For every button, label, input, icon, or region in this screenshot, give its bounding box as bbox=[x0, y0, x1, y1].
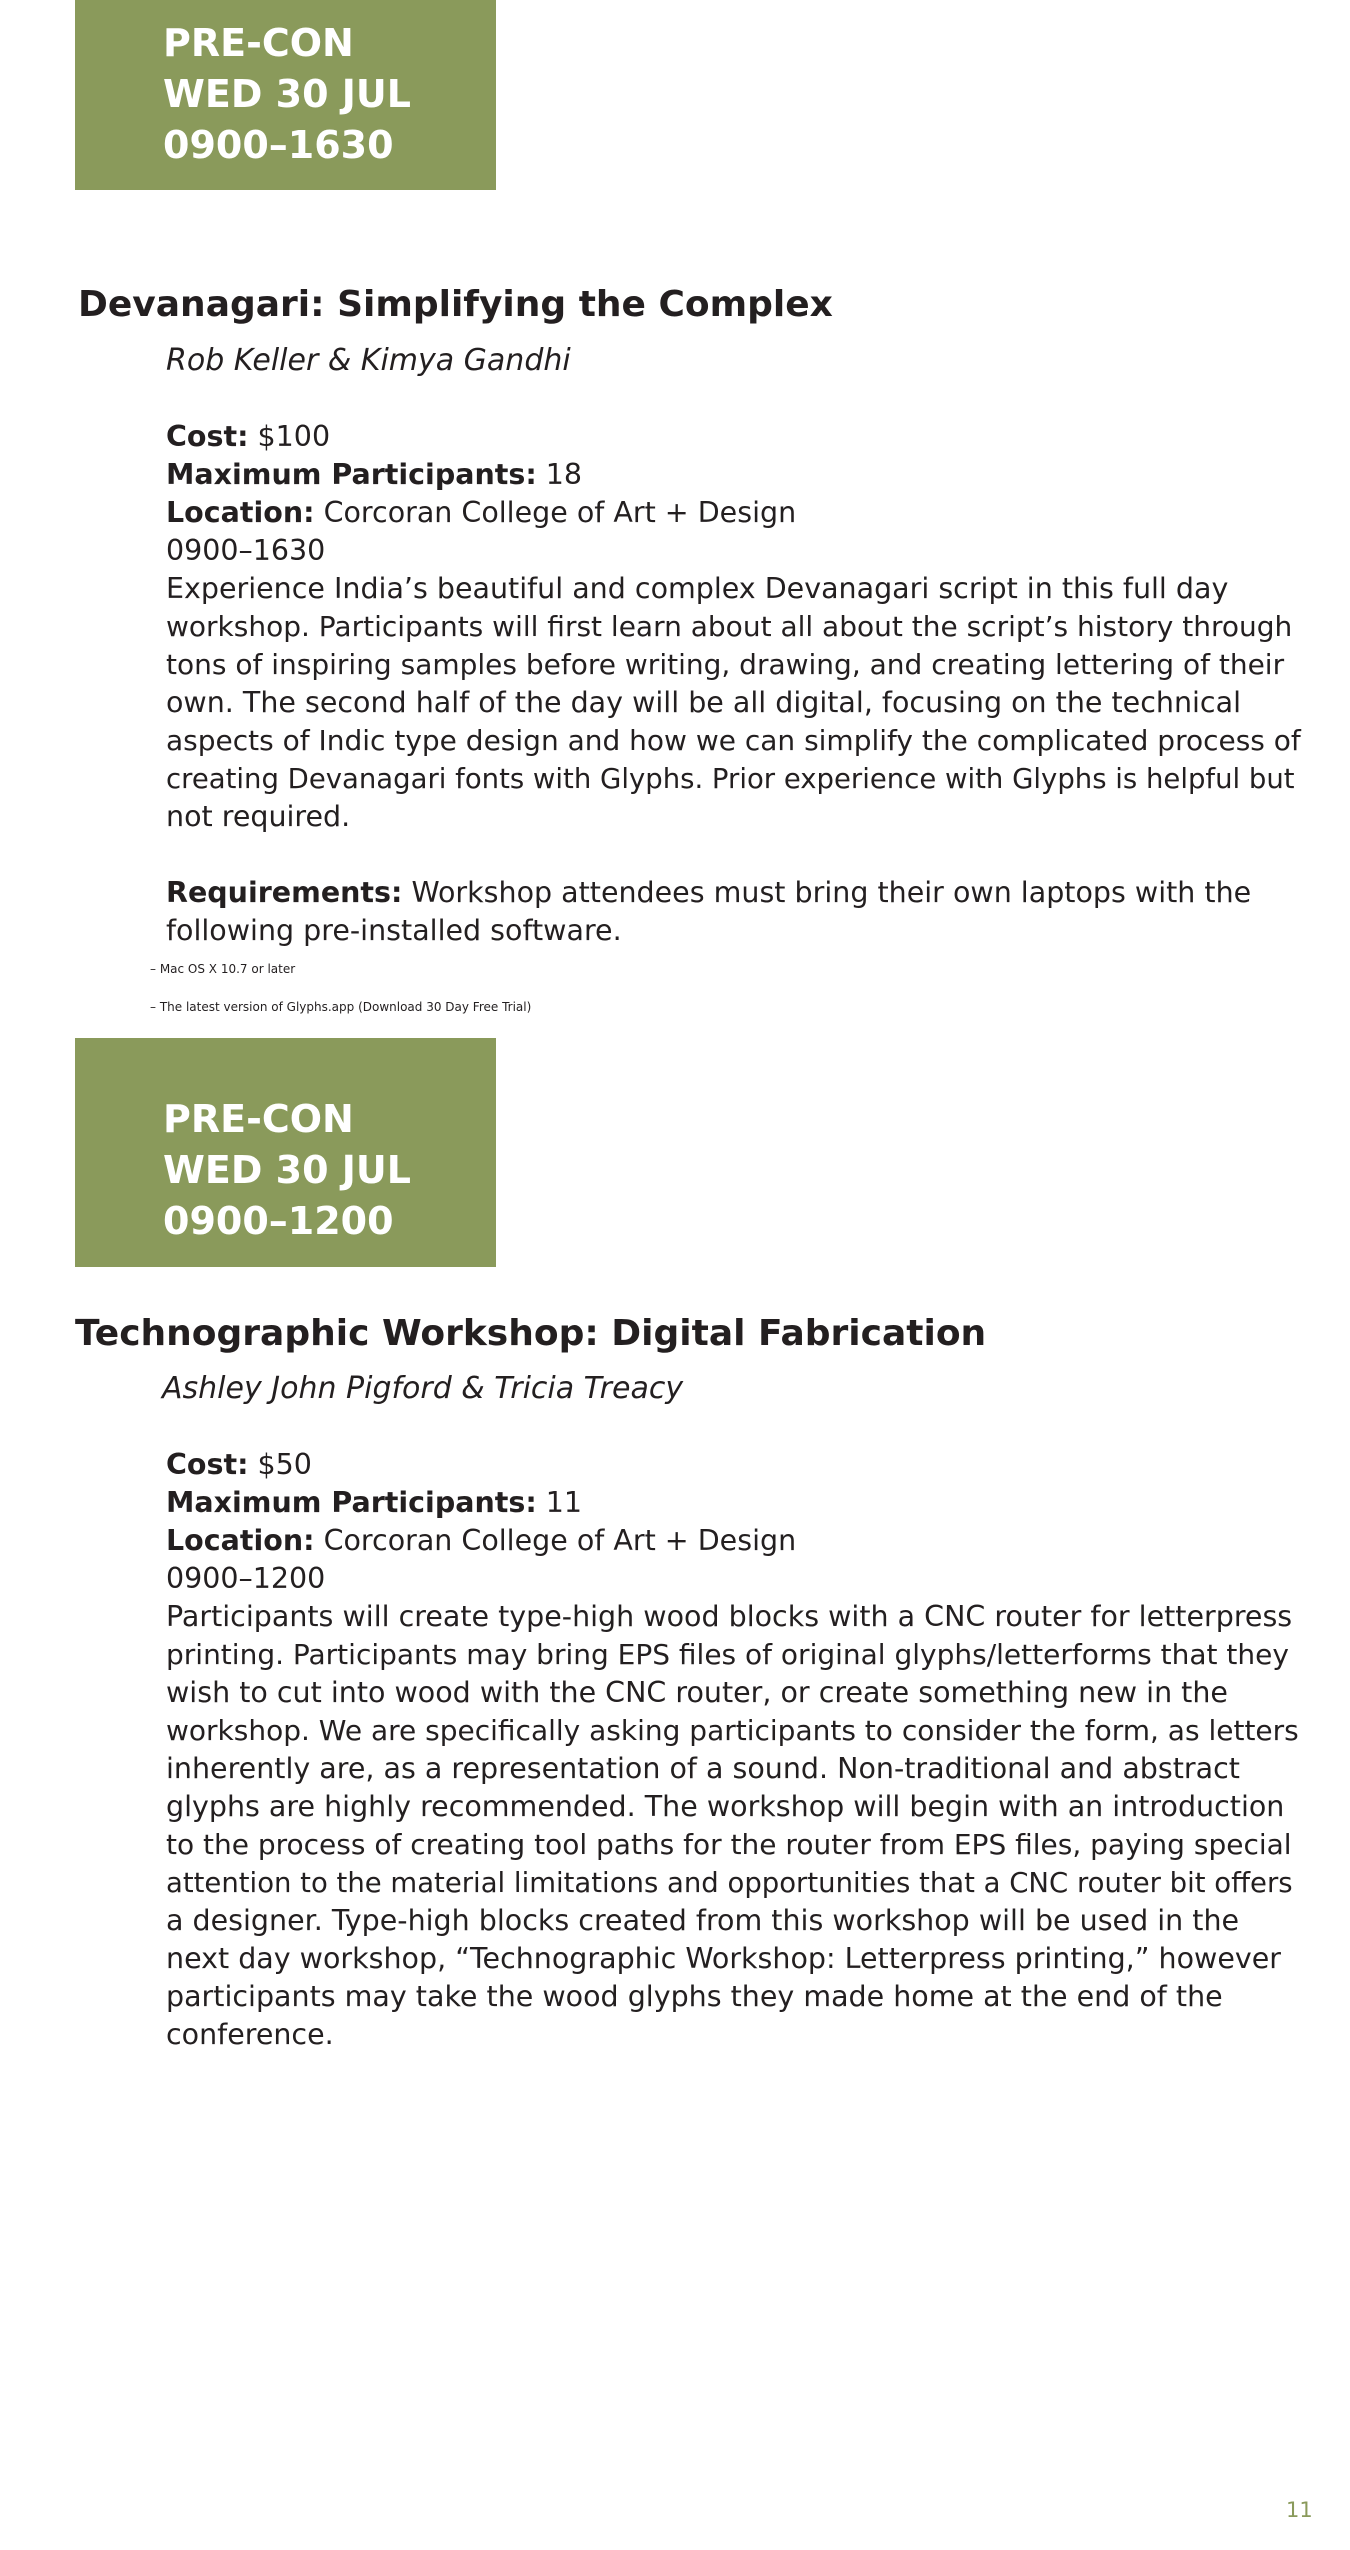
location-label: Location: bbox=[166, 496, 315, 529]
max-participants-label: Maximum Participants: bbox=[166, 1486, 537, 1519]
session-time: 0900–1200 bbox=[166, 1562, 326, 1595]
tag-time: 0900–1200 bbox=[163, 1199, 394, 1243]
requirements-line bbox=[166, 874, 1301, 912]
requirements-label: Requirements: bbox=[166, 876, 403, 909]
location-value: Corcoran College of Art + Design bbox=[323, 496, 797, 529]
description-line: aspects of Indic type design and how we can simplify the complicated process of bbox=[166, 724, 1301, 757]
description-line: attention to the material limitations and opportunities that a CNC router bit offers bbox=[166, 1867, 1293, 1899]
max-participants-value: 11 bbox=[545, 1486, 583, 1519]
max-participants-value: 18 bbox=[545, 458, 583, 491]
cost-label: Cost: bbox=[166, 1448, 249, 1481]
session-date-tag bbox=[75, 0, 496, 190]
requirement-item: – Mac OS X 10.7 or later bbox=[150, 962, 296, 976]
description-line: a designer. Type-high blocks created from this workshop will be used in the bbox=[166, 1904, 1240, 1937]
cost-line bbox=[166, 418, 1301, 456]
tag-event: PRE-CON bbox=[163, 1097, 354, 1141]
cost-label: Cost: bbox=[166, 420, 249, 453]
cost-value: $100 bbox=[257, 420, 331, 453]
description-line: inherently are, as a representation of a sound. Non-traditional and abstract bbox=[166, 1752, 1240, 1785]
session-authors: Rob Keller & Kimya Gandhi bbox=[166, 343, 571, 378]
description-line: tons of inspiring samples before writing, drawing, and creating lettering of their bbox=[166, 648, 1285, 681]
requirements-text: following pre-installed software. bbox=[166, 914, 622, 947]
description-line: workshop. We are specifically asking participants to consider the form, as letters bbox=[166, 1714, 1299, 1747]
description-line: creating Devanagari fonts with Glyphs. Prior experience with Glyphs is helpful but bbox=[166, 763, 1295, 795]
max-participants-label: Maximum Participants: bbox=[166, 458, 537, 491]
session-title: Technographic Workshop: Digital Fabrication bbox=[75, 1313, 987, 1354]
description-line: workshop. Participants will first learn about all about the script’s history through bbox=[166, 610, 1293, 643]
tag-date: WED 30 JUL bbox=[163, 1148, 411, 1192]
session-details bbox=[166, 1446, 1301, 2054]
description-line: glyphs are highly recommended. The workshop will begin with an introduction bbox=[166, 1790, 1285, 1823]
description-line: printing. Participants may bring EPS files of original glyphs/letterforms that they bbox=[166, 1638, 1289, 1671]
session-details bbox=[150, 418, 1301, 1026]
page-number: 11 bbox=[1286, 2498, 1313, 2522]
description-line: next day workshop, “Technographic Workshop: Letterpress printing,” however bbox=[166, 1942, 1282, 1975]
location-line bbox=[166, 494, 1301, 532]
description-line: conference. bbox=[166, 2018, 334, 2051]
description-line: to the process of creating tool paths for the router from EPS files, paying special bbox=[166, 1828, 1292, 1861]
description-line: Experience India’s beautiful and complex Devanagari script in this full day bbox=[166, 572, 1229, 605]
description-line: own. The second half of the day will be all digital, focusing on the technical bbox=[166, 686, 1241, 719]
description-line: participants may take the wood glyphs they made home at the end of the bbox=[166, 1980, 1223, 2013]
max-participants-line bbox=[166, 456, 1301, 494]
tag-date: WED 30 JUL bbox=[163, 72, 411, 116]
tag-event: PRE-CON bbox=[163, 21, 354, 65]
session-time: 0900–1630 bbox=[166, 534, 326, 567]
requirement-item: – The latest version of Glyphs.app (Download 30 Day Free Trial) bbox=[150, 1000, 532, 1014]
tag-time: 0900–1630 bbox=[163, 123, 394, 167]
session-date-tag bbox=[75, 1038, 496, 1267]
location-label: Location: bbox=[166, 1524, 315, 1557]
cost-value: $50 bbox=[257, 1448, 312, 1481]
description-line: not required. bbox=[166, 800, 351, 833]
session-authors: Ashley John Pigford & Tricia Treacy bbox=[162, 1371, 684, 1406]
description-line: wish to cut into wood with the CNC router, or create something new in the bbox=[166, 1676, 1228, 1709]
max-participants-line bbox=[166, 1484, 1301, 1522]
description-line: Participants will create type-high wood blocks with a CNC router for letterpress bbox=[166, 1600, 1293, 1633]
session-title: Devanagari: Simplifying the Complex bbox=[78, 284, 833, 325]
requirements-text: Workshop attendees must bring their own laptops with the bbox=[411, 876, 1252, 909]
location-value: Corcoran College of Art + Design bbox=[323, 1524, 797, 1557]
cost-line bbox=[166, 1446, 1301, 1484]
location-line bbox=[166, 1522, 1301, 1560]
